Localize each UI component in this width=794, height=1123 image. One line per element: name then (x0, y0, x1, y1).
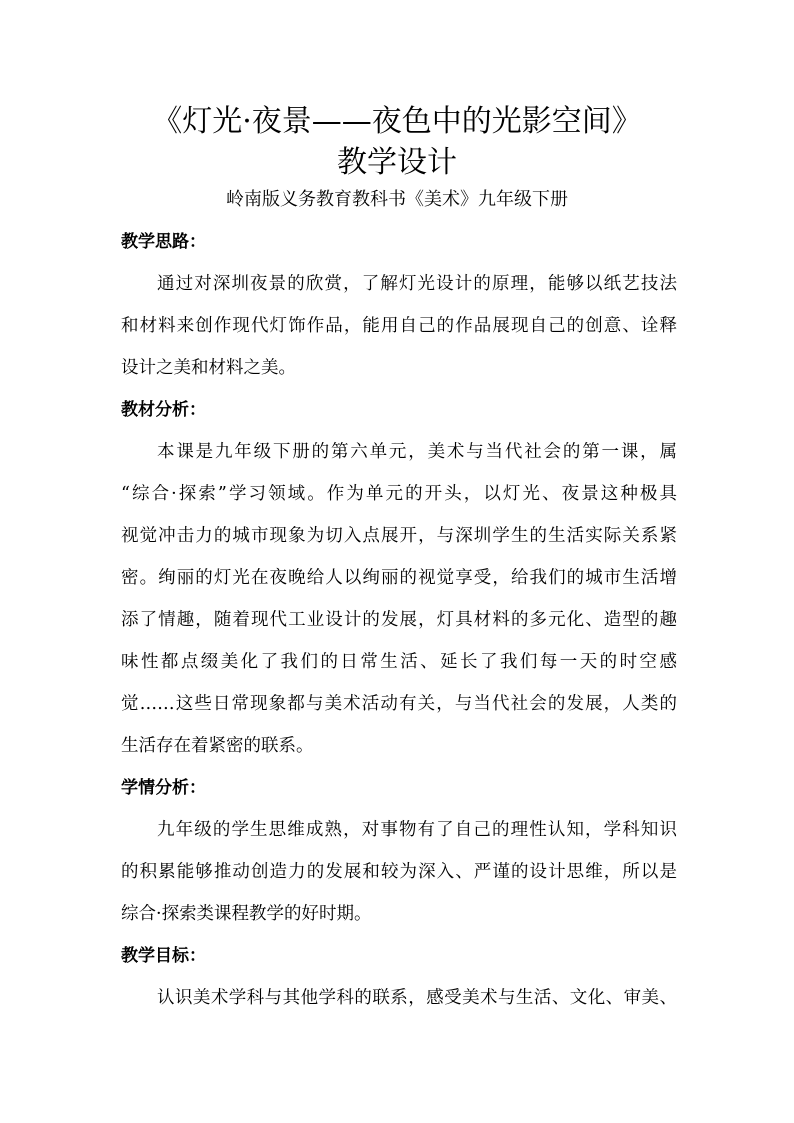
document-subtitle: 岭南版义务教育教科书《美术》九年级下册 (226, 189, 568, 210)
document-title-line1: 《灯光·夜景——夜色中的光影空间》 (152, 104, 642, 139)
section-heading-teaching-idea: 教学思路： (121, 232, 206, 252)
paragraph-line: 密。绚丽的灯光在夜晚给人以绚丽的视觉享受，给我们的城市生活增 (121, 568, 677, 588)
paragraph-line: 和材料来创作现代灯饰作品，能用自己的作品展现自己的创意、诠释 (121, 316, 677, 336)
paragraph-line: “综合·探索”学习领域。作为单元的开头，以灯光、夜景这种极具 (121, 484, 677, 504)
paragraph-line: 九年级的学生思维成熟，对事物有了自己的理性认知，学科知识 (157, 820, 677, 840)
paragraph-line: 的积累能够推动创造力的发展和较为深入、严谨的设计思维，所以是 (121, 862, 677, 882)
paragraph-line: 本课是九年级下册的第六单元，美术与当代社会的第一课，属 (157, 442, 677, 462)
paragraph-line: 生活存在着紧密的联系。 (121, 736, 314, 756)
paragraph-line: 觉……这些日常现象都与美术活动有关，与当代社会的发展，人类的 (121, 694, 677, 714)
paragraph-line: 味性都点缀美化了我们的日常生活、延长了我们每一天的时空感 (121, 652, 677, 672)
paragraph-line: 设计之美和材料之美。 (121, 358, 296, 378)
section-heading-material-analysis: 教材分析： (121, 400, 206, 420)
paragraph-line: 视觉冲击力的城市现象为切入点展开，与深圳学生的生活实际关系紧 (121, 526, 677, 546)
paragraph-line: 综合·探索类课程教学的好时期。 (121, 904, 372, 924)
paragraph-line: 认识美术学科与其他学科的联系，感受美术与生活、文化、审美、 (157, 988, 677, 1008)
paragraph-line: 通过对深圳夜景的欣赏，了解灯光设计的原理，能够以纸艺技法 (157, 274, 677, 294)
document-title-line2: 教学设计 (337, 145, 457, 180)
paragraph-line: 添了情趣，随着现代工业设计的发展，灯具材料的多元化、造型的趣 (121, 610, 677, 630)
section-heading-student-analysis: 学情分析： (121, 778, 206, 798)
section-heading-teaching-goals: 教学目标： (121, 946, 206, 966)
